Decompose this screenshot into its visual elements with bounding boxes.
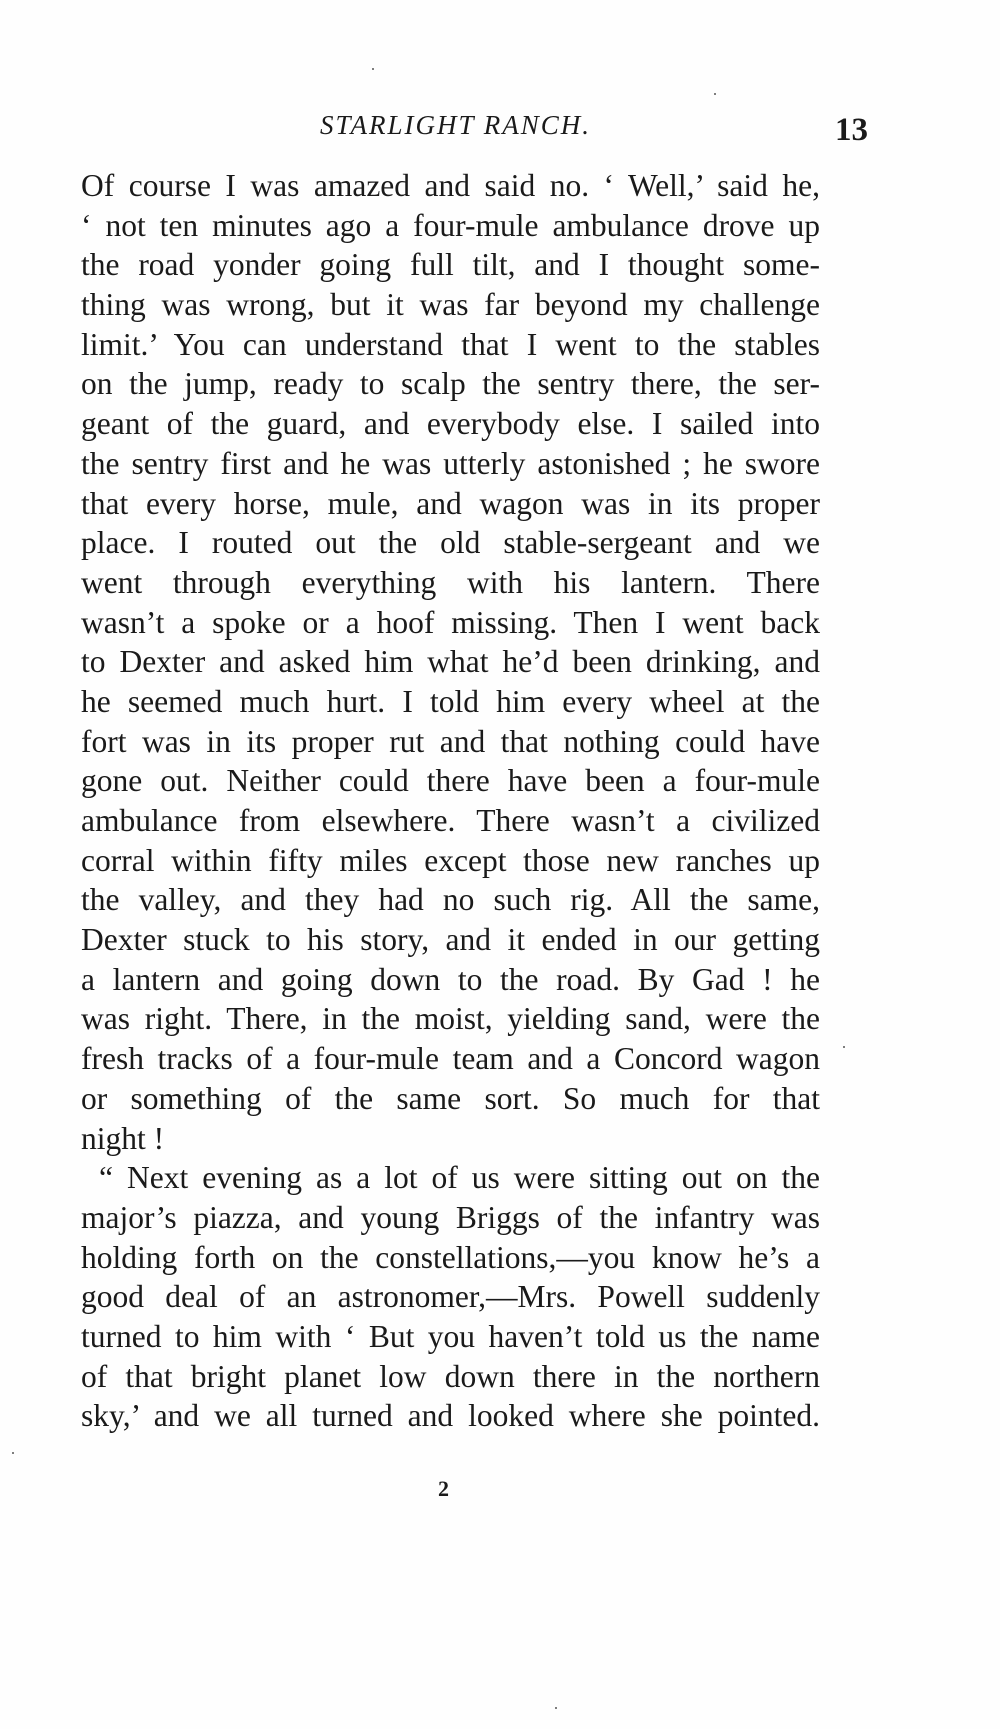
text-line: fresh tracks of a four-mule team and a Concord wagon: [81, 1041, 820, 1077]
text-line: gone out. Neither could there have been a four-mule: [81, 763, 820, 799]
running-head: [0, 110, 1000, 150]
running-title: STARLIGHT RANCH.: [320, 110, 592, 140]
text-line: geant of the guard, and everybody else. I sailed into: [81, 406, 820, 442]
text-line: ambulance from elsewhere. There wasn’t a civilized: [81, 803, 820, 838]
text-line: major’s piazza, and young Briggs of the infantry was: [81, 1199, 820, 1235]
text-line: went through everything with his lantern. There: [81, 564, 820, 600]
text-line: the valley, and they had no such rig. All the same,: [81, 882, 820, 918]
text-line: good deal of an astronomer,—Mrs. Powell suddenly: [81, 1279, 820, 1315]
text-line: was right. There, in the moist, yielding sand, were the: [81, 1001, 820, 1037]
paper-speck: [12, 1452, 14, 1454]
text-line: turned to him with ‘ But you haven’t told us the name: [81, 1318, 820, 1354]
text-line: holding forth on the constellations,—you know he’s a: [81, 1239, 820, 1275]
text-line: on the jump, ready to scalp the sentry there, the ser-: [81, 366, 820, 402]
text-line: that every horse, mule, and wagon was in its proper: [81, 485, 820, 521]
text-line-paragraph-end: night !: [81, 1120, 165, 1156]
text-line: wasn’t a spoke or a hoof missing. Then I went back: [81, 604, 820, 640]
text-line: Of course I was amazed and said no. ‘ Well,’ said he,: [81, 168, 820, 203]
paper-speck: [843, 1046, 845, 1048]
text-line: a lantern and going down to the road. By Gad ! he: [81, 961, 820, 997]
text-line: ‘ not ten minutes ago a four-mule ambulance drove up: [81, 207, 820, 243]
body-text: [81, 166, 820, 1436]
text-line: sky,’ and we all turned and looked where she pointed.: [81, 1398, 820, 1434]
text-line: limit.’ You can understand that I went to the stables: [81, 326, 820, 362]
text-line: thing was wrong, but it was far beyond my challenge: [81, 287, 820, 323]
text-line: to Dexter and asked him what he’d been drinking, and: [81, 644, 820, 680]
paper-speck: [714, 93, 716, 95]
text-line: Dexter stuck to his story, and it ended in our getting: [81, 922, 820, 958]
text-line: the road yonder going full tilt, and I thought some-: [81, 247, 820, 283]
text-line: place. I routed out the old stable-sergeant and we: [81, 525, 820, 561]
text-line: of that bright planet low down there in the northern: [81, 1358, 820, 1394]
text-line: he seemed much hurt. I told him every wheel at the: [81, 683, 820, 719]
text-line: fort was in its proper rut and that nothing could have: [81, 723, 820, 759]
text-line: corral within fifty miles except those new ranches up: [81, 842, 820, 878]
paper-speck: [372, 68, 374, 70]
paper-speck: [555, 1707, 557, 1709]
text-line-paragraph-start: “ Next evening as a lot of us were sitting out on the: [99, 1160, 820, 1196]
text-line: the sentry first and he was utterly astonished ; he swore: [81, 445, 820, 481]
text-line: or something of the same sort. So much for that: [81, 1080, 820, 1116]
signature-mark: 2: [438, 1476, 449, 1501]
page-number: 13: [835, 112, 868, 148]
